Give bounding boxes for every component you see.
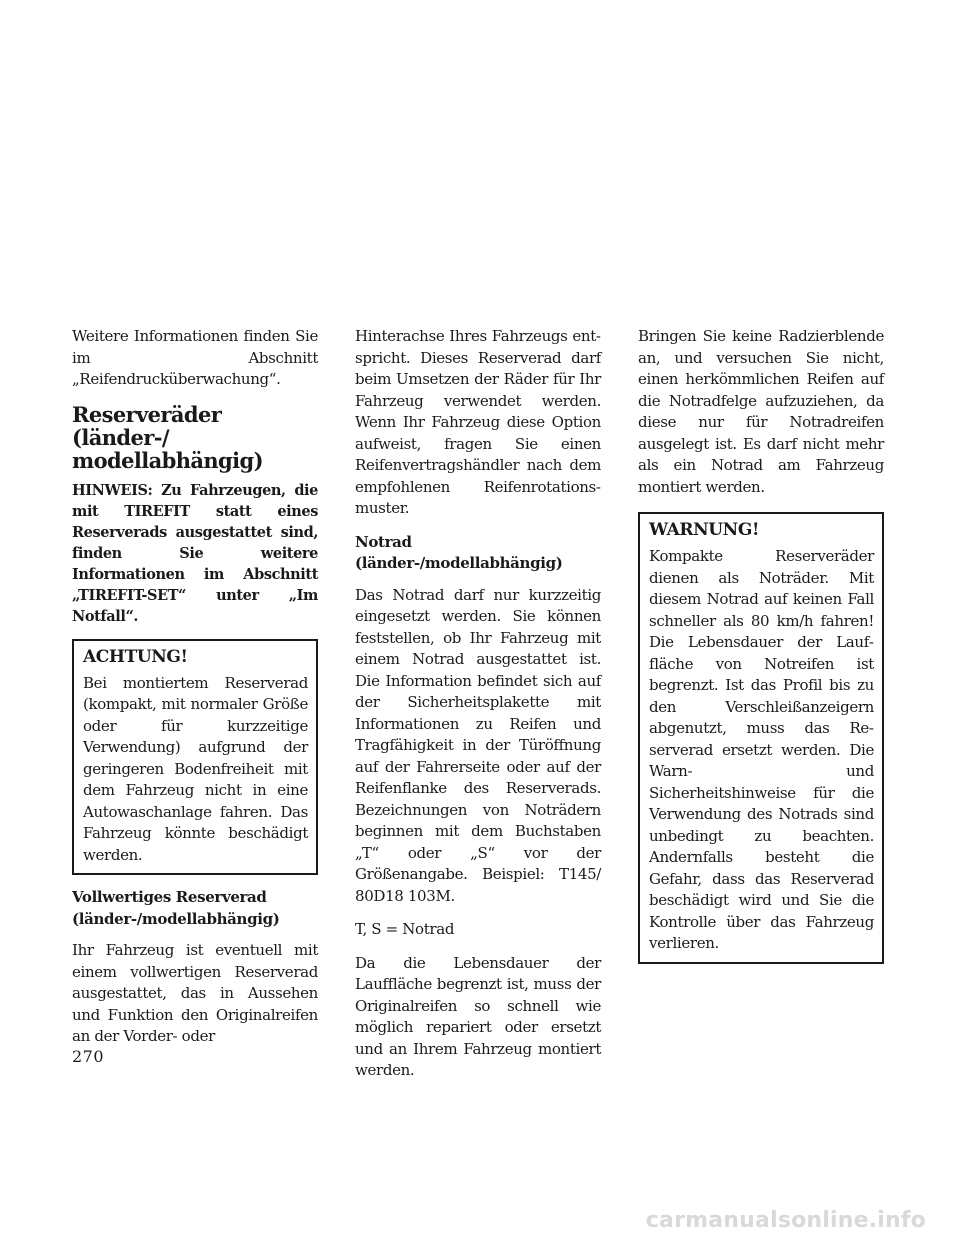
wheel-cover-paragraph: Bringen Sie keine Radzierblende an, und versuchen Sie nicht, einen herkömmlichen Reifen auf die Notradfelge aufzuziehen, da diese nur für Notradreifen ausgelegt ist. Es darf nicht mehr als ein Notrad am Fahrzeug montiert werden. bbox=[638, 327, 884, 496]
warning-box bbox=[638, 512, 884, 964]
section-heading: Reserveräder (länder-/ modellabhängig) bbox=[72, 401, 263, 473]
column-left bbox=[72, 326, 318, 1060]
full-spare-subheading: Vollwertiges Reserverad (länder-/modellabhängig) bbox=[72, 888, 280, 928]
note-paragraph: HINWEIS: Zu Fahrzeugen, die mit TIREFIT statt eines Reserverads ausgestattet sind, finden Sie weitere Informationen im Abschnitt „TIREFIT-SET“ unter „Im Notfall“. bbox=[72, 481, 318, 625]
full-spare-paragraph-continued: Hinterachse Ihres Fahrzeugs entspricht. Dieses Reserverad darf beim Umsetzen der Räder für Ihr Fahrzeug verwendet werden. Wenn Ihr Fahrzeug diese Option aufweist, fragen Sie einen Reifenvertragshändler nach dem empfohlenen Reifenrotationsmuster. bbox=[355, 327, 601, 517]
page-number: 270 bbox=[72, 1047, 105, 1066]
compact-spare-legend: T, S = Notrad bbox=[355, 920, 455, 938]
caution-title: ACHTUNG! bbox=[83, 646, 188, 667]
caution-box bbox=[72, 639, 318, 876]
full-spare-paragraph: Ihr Fahrzeug ist eventuell mit einem vollwertigen Reserverad ausgestattet, das in Aussehen und Funktion den Originalreifen an der Vorder- oder bbox=[72, 941, 318, 1045]
warning-body: Kompakte Reserveräder dienen als Noträder. Mit diesem Notrad auf keinen Fall schneller als 80 km/h fahren! Die Lebensdauer der Lauffläche von Notreifen ist begrenzt. Ist das Profil bis zu den Verschleißanzeigern abgenutzt, muss das Reserverad ersetzt werden. Die Warn- und Sicherheitshinweise für die Verwendung des Notrads sind unbedingt zu beachten. Andernfalls besteht die Gefahr, dass das Reserverad beschädigt wird und Sie die Kontrolle über das Fahrzeug verlieren. bbox=[649, 547, 874, 952]
caution-body: Bei montiertem Reserverad (kompakt, mit normaler Größe oder für kurzzeitige Verwendung) aufgrund der geringeren Bodenfreiheit mit dem Fahrzeug nicht in eine Autowaschanlage fahren. Das Fahrzeug könnte beschädigt werden. bbox=[83, 673, 308, 864]
intro-paragraph: Weitere Informationen finden Sie im Abschnitt „Reifendrucküberwachung“. bbox=[72, 327, 318, 388]
tread-life-paragraph: Da die Lebensdauer der Lauffläche begrenzt ist, muss der Originalreifen so schnell wie möglich repariert oder ersetzt und an Ihrem Fahrzeug montiert werden. bbox=[355, 953, 601, 1079]
column-middle bbox=[355, 326, 601, 1094]
watermark: carmanualsonline.info bbox=[645, 1208, 926, 1233]
compact-spare-paragraph: Das Notrad darf nur kurzzeitig eingesetzt werden. Sie können feststellen, ob Ihr Fahrzeug mit einem Notrad ausgestattet ist. Die Information befindet sich auf der Sicherheitsplakette mit Informationen zu Reifen und Tragfähigkeit in der Türöffnung auf der Fahrerseite oder auf der Reifenflanke des Reserverads. Bezeichnungen von Noträdern beginnen mit dem Buchstaben „T“ oder „S“ vor der Größenangabe. Beispiel: T145/ 80D18 103M. bbox=[355, 585, 601, 905]
warning-title: WARNUNG! bbox=[649, 520, 760, 540]
column-right bbox=[638, 326, 884, 976]
compact-spare-subheading: Notrad (länder-/modellabhängig) bbox=[355, 532, 563, 572]
